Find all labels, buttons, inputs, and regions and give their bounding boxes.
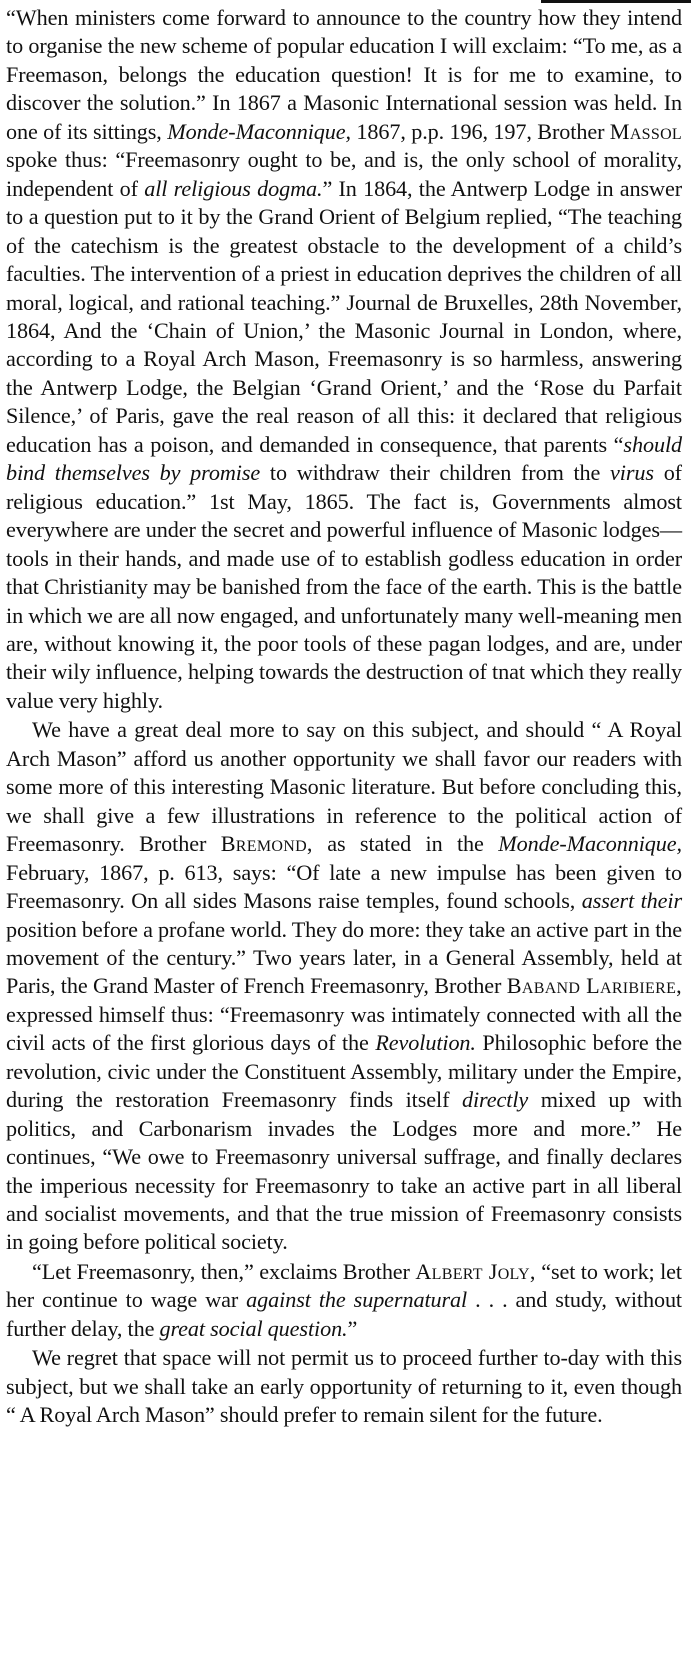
text-run: Philosophic before the revolution, civic under the Constituent Assembly, military under the Empire, during the restoration Freemasonry finds itself [6, 1030, 682, 1113]
text-run: ” [347, 1315, 358, 1341]
text-run: We regret that space will not permit us to proceed further to-day with this subject, but we shall take an early opportunity of returning to it, even though “ A Royal Arch Mason” should prefer to remain silent for the future. [6, 1345, 682, 1428]
article-column [6, 4, 682, 1430]
text-run: position before a profane world. They do more: they take an active part in the movement of the century.” Two years later, in a General Assembly, held at Paris, the Grand Master of French Freemasonry, Brother [6, 916, 682, 999]
text-run: as stated in the [312, 831, 499, 857]
text-run: to withdraw their children from the [260, 460, 611, 486]
small-caps-name: Baband Laribiere, [506, 973, 682, 999]
text-run: 1867, p.p. 196, 197, Brother [350, 118, 610, 144]
italic-text: Monde-Maconnique, [167, 118, 351, 144]
article-paragraph [6, 1258, 682, 1343]
text-run: “set to work; let her continue to wage war [6, 1258, 682, 1313]
italic-text: assert their [581, 888, 682, 914]
text-run: expressed himself thus: “Freemasonry was intimately connected with all the civil acts of the first glorious days of the [6, 1001, 682, 1056]
article-paragraph [6, 4, 682, 715]
top-rule [541, 0, 691, 3]
text-run: spoke thus: “Freemasonry ought to be, and is, the only school of morality, independent of [6, 147, 682, 201]
text-run: ” In 1864, the Antwerp Lodge in answer to a question put to it by the Grand Orient of Belgium replied, “The teaching of the catechism is the greatest obstacle to the development of a child’s faculties. The intervention of a priest in education deprives the children of all moral, logical, and rational teaching.” Journal de Bruxelles, 28th November, 1864, And the ‘Chain of Union,’ the Masonic Journal in London, where, according to a Royal Arch Mason, Freemasonry is so harmless, answering the Antwerp Lodge, the Belgian ‘Grand Orient,’ and the ‘Rose du Parfait Silence,’ of Paris, gave the real reason of all this: it declared that religious education has a poison, and demanded in consequence, that parents “ [6, 175, 682, 457]
italic-text: Monde-Maconnique, [498, 831, 682, 857]
italic-text: against the supernatural [246, 1287, 468, 1313]
article-paragraph [6, 1344, 682, 1429]
text-run: of religious education.” 1st May, 1865. The fact is, Governments almost everywhere are under the secret and powerful influence of Masonic lodges—tools in their hands, and made use of to establish godless education in order that Christianity may be banished from the face of the earth. This is the battle in which we are all now engaged, and unfortunately many well-meaning men are, without knowing it, the poor tools of these pagan lodges, and are, under their wily influence, helping towards the destruction of tnat which they really value very highly. [6, 460, 682, 713]
italic-text: virus [610, 460, 654, 486]
italic-text: Revolution. [375, 1030, 476, 1056]
text-run: . . . and study, without further delay, the [6, 1287, 682, 1341]
italic-text: should bind themselves by promise [6, 431, 682, 486]
small-caps-name: Massol [609, 118, 683, 144]
italic-text: great social question. [159, 1315, 348, 1341]
text-run: “Let Freemasonry, then,” exclaims Brother [32, 1258, 416, 1284]
article-paragraph [6, 716, 682, 1257]
text-run: We have a great deal more to say on this subject, and should “ A Royal Arch Mason” afford us another opportunity we shall favor our readers with some more of this interesting Masonic literature. But before concluding this, we shall give a few illustrations in reference to the political action of Freemasonry. Brother [6, 717, 682, 857]
small-caps-name: Bremond, [220, 831, 313, 857]
italic-text: all religious dogma. [144, 175, 323, 201]
text-run: “When ministers come forward to announce to the country how they intend to organise the new scheme of popular education I will exclaim: “To me, as a Freemason, belongs the education question! It is for me to examine, to discover the solution.” In 1867 a Masonic International session was held. In one of its sittings, [6, 5, 682, 144]
small-caps-name: Albert Joly, [415, 1258, 536, 1284]
italic-text: directly [462, 1087, 529, 1113]
text-run: February, 1867, p. 613, says: “Of late a new impulse has been given to Freemasonry. On all sides Masons raise temples, found schools, [6, 859, 682, 914]
text-run: mixed up with politics, and Carbonarism invades the Lodges more and more.” He continues, “We owe to Freemasonry universal suffrage, and finally declares the imperious necessity for Freemasonry to take an active part in all liberal and socialist movements, and that the true mission of Freemasonry consists in going before political society. [6, 1087, 682, 1255]
